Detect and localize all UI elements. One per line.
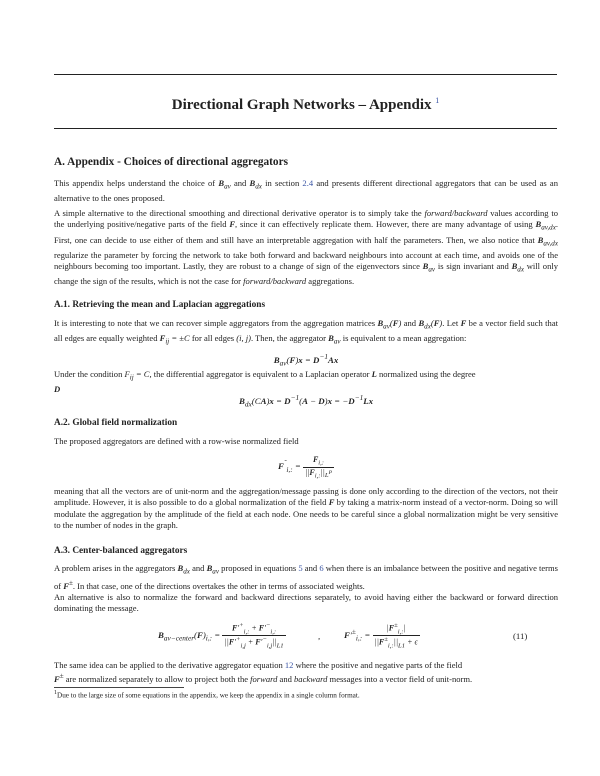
footnote: $^1$Due to the large size of some equations in the appendix, we keep the appendix in a single column format. <box>54 690 360 700</box>
equation-mean: $B_{av}(F)x = D^{-1}Ax$ <box>273 352 339 368</box>
equation-laplacian: $B_{dx}(CA)x = D^{-1}(A - D)x = -D^{-1}Lx$ <box>238 393 374 409</box>
equation-link-5[interactable]: 5 <box>298 563 303 573</box>
equation-normalized-field: $F^ˆ_{i,:}$ = $\frac{F_{i,:}}{||F_{i,:}||_{L^P}}$ <box>278 455 332 480</box>
paragraph-a2-intro: The proposed aggregators are defined with a row-wise normalized field <box>54 436 299 446</box>
paragraph-a1-condition: Under the condition $F_{ij} = C$, the differential aggregator is equivalent to a Laplacian operator L normalized using the degree D <box>54 369 476 395</box>
subsection-heading-a2: A.2. Global field normalization <box>54 418 178 428</box>
equation-number: (11) <box>513 631 528 641</box>
section-heading-a: A. Appendix - Choices of directional aggregators <box>54 156 288 168</box>
footnote-rule <box>54 687 184 688</box>
paragraph-intro: This appendix helps understand the choice of $B_{av}$ and $B_{dx}$ in section 2.4 and presents different directional aggregators that can be used as an alternative to the ones proposed. <box>54 178 558 204</box>
subsection-heading-a1: A.1. Retrieving the mean and Laplacian aggregations <box>54 300 266 310</box>
equation-center-balanced: $B_{av-center}(F)_{i,:}$ = $\frac{F'^+_{i,:} + F'^-_{i,:}}{||F'^+_{i,j} + F'^-_{i,j}||_{L1}}$ <box>158 622 284 650</box>
paragraph-a3-derivative: The same idea can be applied to the derivative aggregator equation 12 where the positive and negative parts of the field F± are normalized separately to allow to project both the forward and backward messages into a vector field of unit-norm. <box>54 660 473 685</box>
title-footnote-marker[interactable]: 1 <box>435 96 440 105</box>
paragraph-a3-problem: A problem arises in the aggregators $B_{dx}$ and $B_{av}$ proposed in equations 5 and 6 when there is an imbalance between the positive and negative terms of F±. In that case, one of the directions overtakes the other in terms of associated weights. <box>54 563 559 591</box>
paragraph-alternative: A simple alternative to the directional smoothing and directional derivative operator is to simply take the forward/backward values according to the underlying positive/negative parts of the field F, since it can effectively replicate them. However, there are many advantage of using $B_{av,dx}$. First, one can decide to use either of them and still have an interpretable aggregation with half the parameters. Then, we also notice that $B_{av,dx}$ regularize the parameter by forcing the network to take both forward and backward neighbours into account at each time, and avoids one of the neighbours becoming too important. Lastly, they are robust to a change of sign of the eigenvectors since $B_{av}$ is sign invariant and $B_{dx}$ will only change the sign of the results, which is not the case for forward/backward aggregations. <box>54 208 559 287</box>
subsection-heading-a3: A.3. Center-balanced aggregators <box>54 546 188 556</box>
top-rule <box>54 74 557 75</box>
equation-link-12[interactable]: 12 <box>284 660 294 670</box>
title-bottom-rule <box>54 128 557 129</box>
section-link[interactable]: 2.4 <box>302 178 314 188</box>
paper-title: Directional Graph Networks – Appendix $^1$ <box>171 96 440 113</box>
paragraph-a2-body: meaning that all the vectors are of unit-norm and the aggregation/message passing is done only according to the direction of the vectors, not their amplitude. However, it is also possible to do a global normalization of the field F by taking a matrix-norm instead of a vector-norm. Doing so will modulate the aggregation by the amplitude of the field at each node. One needs to be careful since a global normalization might be very sensitive to the number of nodes in the graph. <box>54 486 559 531</box>
equation-separator-comma: , <box>318 631 321 641</box>
equation-prime-field: $F'^\pm_{i,:}$ = $\frac{|F^\pm_{i,:}|}{||F^\pm_{i,:}||_{L1} + \epsilon}$ <box>344 622 418 650</box>
paragraph-a3-alternative: An alternative is also to normalize the forward and backward directions separately, to avoid having either the backward or forward direction dominating the message. <box>54 592 558 614</box>
paragraph-a1: It is interesting to note that we can recover simple aggregators from the aggregation matrices $B_{av}(F)$ and $B_{dx}(F)$. Let F be a vector field such that all edges are equally weighted $F_{ij} = \pm C$ for all edges (i, j). Then, the aggregator $B_{av}$ is equivalent to a mean aggregation: <box>54 318 558 346</box>
equation-link-6[interactable]: 6 <box>319 563 324 573</box>
